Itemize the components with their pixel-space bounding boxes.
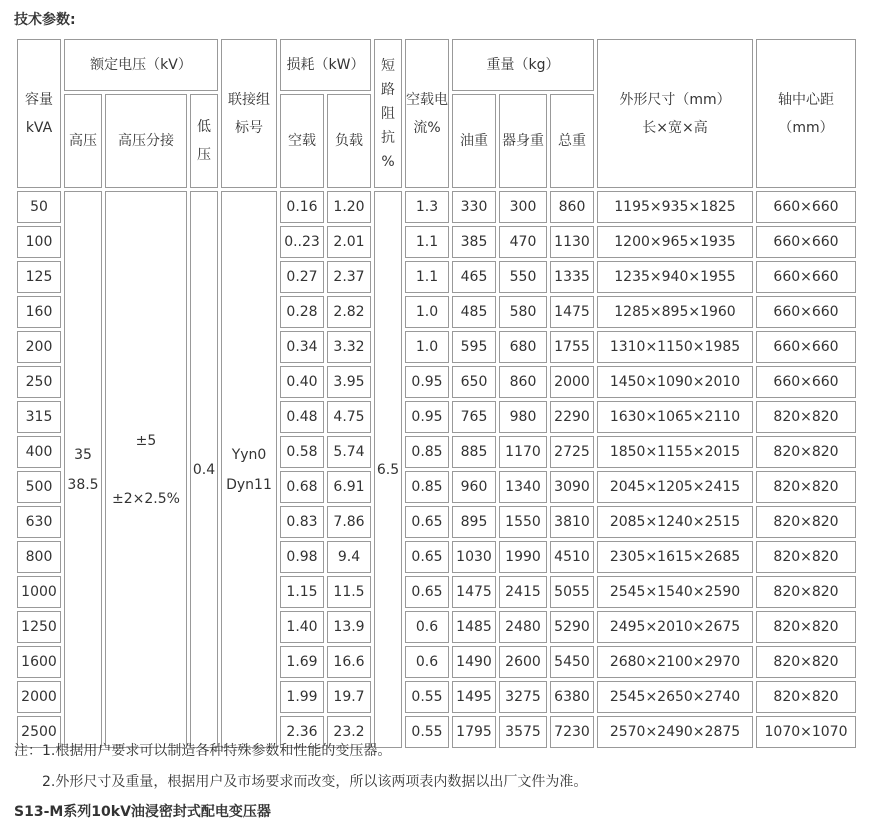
cell-no-load-current: 0.65: [405, 541, 449, 573]
cell-dimensions: 1195×935×1825: [597, 191, 753, 223]
cell-total-weight: 2000: [550, 366, 594, 398]
cell-gauge: 820×820: [756, 401, 856, 433]
cell-capacity: 500: [17, 471, 61, 503]
cell-gauge: 820×820: [756, 576, 856, 608]
cell-body-weight: 3575: [499, 716, 547, 748]
cell-load-loss: 9.4: [327, 541, 371, 573]
header-dimensions-line2: 长×宽×高: [642, 119, 708, 136]
cell-gauge: 660×660: [756, 226, 856, 258]
cell-hv-value: 38.5: [67, 476, 99, 493]
cell-oil-weight: 895: [452, 506, 496, 538]
cell-no-load-loss: 0.27: [280, 261, 324, 293]
header-impedance-char: %: [381, 153, 395, 170]
cell-no-load-current: 1.1: [405, 261, 449, 293]
header-loss: 损耗（kW）: [280, 39, 371, 91]
cell-no-load-current: 0.95: [405, 401, 449, 433]
cell-oil-weight: 1030: [452, 541, 496, 573]
cell-body-weight: 2480: [499, 611, 547, 643]
cell-no-load-loss: 1.15: [280, 576, 324, 608]
cell-oil-weight: 650: [452, 366, 496, 398]
cell-oil-weight: 595: [452, 331, 496, 363]
cell-total-weight: 860: [550, 191, 594, 223]
cell-no-load-current: 0.85: [405, 436, 449, 468]
cell-oil-weight: 1485: [452, 611, 496, 643]
cell-gauge: 820×820: [756, 506, 856, 538]
header-rated-voltage: 额定电压（kV）: [64, 39, 218, 91]
header-body-weight: 器身重: [499, 94, 547, 188]
cell-capacity: 2500: [17, 716, 61, 748]
cell-no-load-current: 1.0: [405, 331, 449, 363]
cell-load-loss: 6.91: [327, 471, 371, 503]
cell-load-loss: 5.74: [327, 436, 371, 468]
header-impedance-char: 短: [381, 57, 395, 74]
cell-dimensions: 1235×940×1955: [597, 261, 753, 293]
cell-total-weight: 5450: [550, 646, 594, 678]
cell-hv-tap-value: ±2×2.5%: [112, 490, 180, 507]
cell-no-load-loss: 1.40: [280, 611, 324, 643]
cell-total-weight: 1755: [550, 331, 594, 363]
cell-load-loss: 19.7: [327, 681, 371, 713]
cell-total-weight: 5055: [550, 576, 594, 608]
cell-capacity: 1000: [17, 576, 61, 608]
cell-capacity: 125: [17, 261, 61, 293]
cell-total-weight: 5290: [550, 611, 594, 643]
cell-total-weight: 1130: [550, 226, 594, 258]
cell-no-load-loss: 0.48: [280, 401, 324, 433]
cell-dimensions: 1630×1065×2110: [597, 401, 753, 433]
cell-load-loss: 1.20: [327, 191, 371, 223]
cell-gauge: 820×820: [756, 611, 856, 643]
cell-load-loss: 7.86: [327, 506, 371, 538]
cell-total-weight: 4510: [550, 541, 594, 573]
cell-hv-tap-merged: [105, 191, 187, 748]
cell-capacity: 50: [17, 191, 61, 223]
cell-capacity: 315: [17, 401, 61, 433]
cell-total-weight: 6380: [550, 681, 594, 713]
header-no-load-current: [405, 39, 449, 188]
next-section-title: S13-M系列10kV油浸密封式配电变压器: [14, 804, 271, 820]
cell-body-weight: 860: [499, 366, 547, 398]
cell-gauge: 660×660: [756, 261, 856, 293]
header-impedance-char: 抗: [381, 129, 395, 146]
cell-capacity: 1250: [17, 611, 61, 643]
cell-body-weight: 550: [499, 261, 547, 293]
cell-no-load-current: 0.6: [405, 611, 449, 643]
note-2: 2.外形尺寸及重量，根据用户及市场要求而改变，所以该两项表内数据以出厂文件为准。: [42, 774, 588, 790]
header-dimensions: [597, 39, 753, 188]
header-current-line1: 空载电: [406, 91, 448, 108]
cell-connection-value: Dyn11: [226, 476, 272, 493]
cell-gauge: 660×660: [756, 366, 856, 398]
cell-capacity: 250: [17, 366, 61, 398]
cell-oil-weight: 885: [452, 436, 496, 468]
cell-connection-value: Yyn0: [231, 446, 267, 463]
cell-oil-weight: 1795: [452, 716, 496, 748]
cell-connection-merged: [221, 191, 277, 748]
cell-oil-weight: 465: [452, 261, 496, 293]
cell-gauge: 660×660: [756, 296, 856, 328]
cell-oil-weight: 330: [452, 191, 496, 223]
cell-gauge: 820×820: [756, 541, 856, 573]
cell-load-loss: 3.32: [327, 331, 371, 363]
cell-total-weight: 3090: [550, 471, 594, 503]
cell-total-weight: 1475: [550, 296, 594, 328]
header-lv-char2: 压: [197, 147, 211, 163]
header-load-loss: 负载: [327, 94, 371, 188]
cell-dimensions: 2305×1615×2685: [597, 541, 753, 573]
cell-oil-weight: 485: [452, 296, 496, 328]
header-impedance-char: 阻: [381, 105, 395, 122]
header-connection-line1: 联接组: [228, 91, 270, 108]
header-no-load-loss: 空载: [280, 94, 324, 188]
cell-capacity: 400: [17, 436, 61, 468]
header-capacity-line1: 容量: [25, 91, 53, 108]
cell-gauge: 820×820: [756, 436, 856, 468]
cell-no-load-loss: 0.16: [280, 191, 324, 223]
header-dimensions-line1: 外形尺寸（mm）: [619, 91, 731, 108]
cell-no-load-current: 0.65: [405, 576, 449, 608]
cell-capacity: 630: [17, 506, 61, 538]
cell-capacity: 800: [17, 541, 61, 573]
cell-no-load-current: 1.1: [405, 226, 449, 258]
cell-load-loss: 11.5: [327, 576, 371, 608]
cell-body-weight: 1990: [499, 541, 547, 573]
header-oil-weight: 油重: [452, 94, 496, 188]
cell-impedance-merged: 6.5: [374, 191, 402, 748]
cell-body-weight: 1340: [499, 471, 547, 503]
cell-capacity: 1600: [17, 646, 61, 678]
header-gauge-line1: 轴中心距: [778, 91, 834, 108]
cell-capacity: 2000: [17, 681, 61, 713]
cell-oil-weight: 1490: [452, 646, 496, 678]
cell-gauge: 820×820: [756, 646, 856, 678]
cell-load-loss: 4.75: [327, 401, 371, 433]
cell-no-load-current: 0.85: [405, 471, 449, 503]
cell-no-load-loss: 1.99: [280, 681, 324, 713]
cell-no-load-current: 1.3: [405, 191, 449, 223]
cell-body-weight: 2415: [499, 576, 547, 608]
cell-body-weight: 1170: [499, 436, 547, 468]
cell-oil-weight: 1495: [452, 681, 496, 713]
cell-gauge: 660×660: [756, 191, 856, 223]
cell-no-load-loss: 0..23: [280, 226, 324, 258]
header-connection: [221, 39, 277, 188]
cell-no-load-loss: 0.68: [280, 471, 324, 503]
cell-no-load-current: 1.0: [405, 296, 449, 328]
cell-dimensions: 1200×965×1935: [597, 226, 753, 258]
cell-no-load-current: 0.55: [405, 716, 449, 748]
cell-total-weight: 2290: [550, 401, 594, 433]
header-impedance-char: 路: [381, 81, 395, 98]
cell-capacity: 200: [17, 331, 61, 363]
cell-dimensions: 2495×2010×2675: [597, 611, 753, 643]
cell-body-weight: 1550: [499, 506, 547, 538]
header-current-line2: 流%: [413, 119, 441, 136]
header-capacity-line2: kVA: [25, 119, 53, 136]
cell-oil-weight: 1475: [452, 576, 496, 608]
cell-dimensions: 2085×1240×2515: [597, 506, 753, 538]
cell-no-load-current: 0.6: [405, 646, 449, 678]
cell-load-loss: 3.95: [327, 366, 371, 398]
cell-body-weight: 470: [499, 226, 547, 258]
cell-load-loss: 13.9: [327, 611, 371, 643]
cell-dimensions: 1285×895×1960: [597, 296, 753, 328]
section-heading: 技术参数:: [14, 12, 76, 28]
header-gauge-line2: （mm）: [778, 119, 834, 136]
cell-gauge: 1070×1070: [756, 716, 856, 748]
cell-no-load-loss: 0.40: [280, 366, 324, 398]
cell-load-loss: 2.37: [327, 261, 371, 293]
cell-dimensions: 2545×2650×2740: [597, 681, 753, 713]
cell-load-loss: 2.82: [327, 296, 371, 328]
cell-load-loss: 2.01: [327, 226, 371, 258]
cell-lv-merged: 0.4: [190, 191, 218, 748]
cell-capacity: 160: [17, 296, 61, 328]
cell-load-loss: 16.6: [327, 646, 371, 678]
cell-body-weight: 680: [499, 331, 547, 363]
header-total-weight: 总重: [550, 94, 594, 188]
cell-body-weight: 2600: [499, 646, 547, 678]
cell-capacity: 100: [17, 226, 61, 258]
header-gauge: [756, 39, 856, 188]
cell-body-weight: 3275: [499, 681, 547, 713]
technical-parameters-table: [14, 36, 859, 751]
cell-dimensions: 2680×2100×2970: [597, 646, 753, 678]
cell-total-weight: 1335: [550, 261, 594, 293]
cell-dimensions: 2045×1205×2415: [597, 471, 753, 503]
cell-no-load-loss: 0.98: [280, 541, 324, 573]
cell-hv-value: 35: [74, 446, 92, 463]
cell-no-load-loss: 0.83: [280, 506, 324, 538]
cell-hv-tap-value: ±5: [135, 432, 157, 449]
cell-no-load-current: 0.95: [405, 366, 449, 398]
cell-no-load-loss: 0.28: [280, 296, 324, 328]
cell-load-loss: 23.2: [327, 716, 371, 748]
cell-dimensions: 1850×1155×2015: [597, 436, 753, 468]
cell-no-load-loss: 0.58: [280, 436, 324, 468]
cell-dimensions: 2570×2490×2875: [597, 716, 753, 748]
cell-no-load-loss: 2.36: [280, 716, 324, 748]
cell-dimensions: 2545×1540×2590: [597, 576, 753, 608]
cell-total-weight: 2725: [550, 436, 594, 468]
header-connection-line2: 标号: [235, 119, 263, 136]
cell-gauge: 820×820: [756, 681, 856, 713]
cell-gauge: 660×660: [756, 331, 856, 363]
table-row: [17, 191, 856, 223]
cell-dimensions: 1310×1150×1985: [597, 331, 753, 363]
note-1: 注：1.根据用户要求可以制造各种特殊参数和性能的变压器。: [14, 743, 392, 759]
cell-no-load-current: 0.65: [405, 506, 449, 538]
cell-body-weight: 580: [499, 296, 547, 328]
cell-body-weight: 300: [499, 191, 547, 223]
header-lv: [190, 94, 218, 188]
header-weight: 重量（kg）: [452, 39, 594, 91]
cell-total-weight: 3810: [550, 506, 594, 538]
cell-gauge: 820×820: [756, 471, 856, 503]
cell-no-load-current: 0.55: [405, 681, 449, 713]
header-impedance: [374, 39, 402, 188]
cell-oil-weight: 385: [452, 226, 496, 258]
header-lv-char1: 低: [197, 119, 211, 135]
cell-oil-weight: 960: [452, 471, 496, 503]
header-hv: 高压: [64, 94, 102, 188]
cell-no-load-loss: 1.69: [280, 646, 324, 678]
header-capacity: [17, 39, 61, 188]
cell-total-weight: 7230: [550, 716, 594, 748]
cell-no-load-loss: 0.34: [280, 331, 324, 363]
cell-body-weight: 980: [499, 401, 547, 433]
cell-dimensions: 1450×1090×2010: [597, 366, 753, 398]
cell-oil-weight: 765: [452, 401, 496, 433]
cell-hv-merged: [64, 191, 102, 748]
header-hv-tap: 高压分接: [105, 94, 187, 188]
